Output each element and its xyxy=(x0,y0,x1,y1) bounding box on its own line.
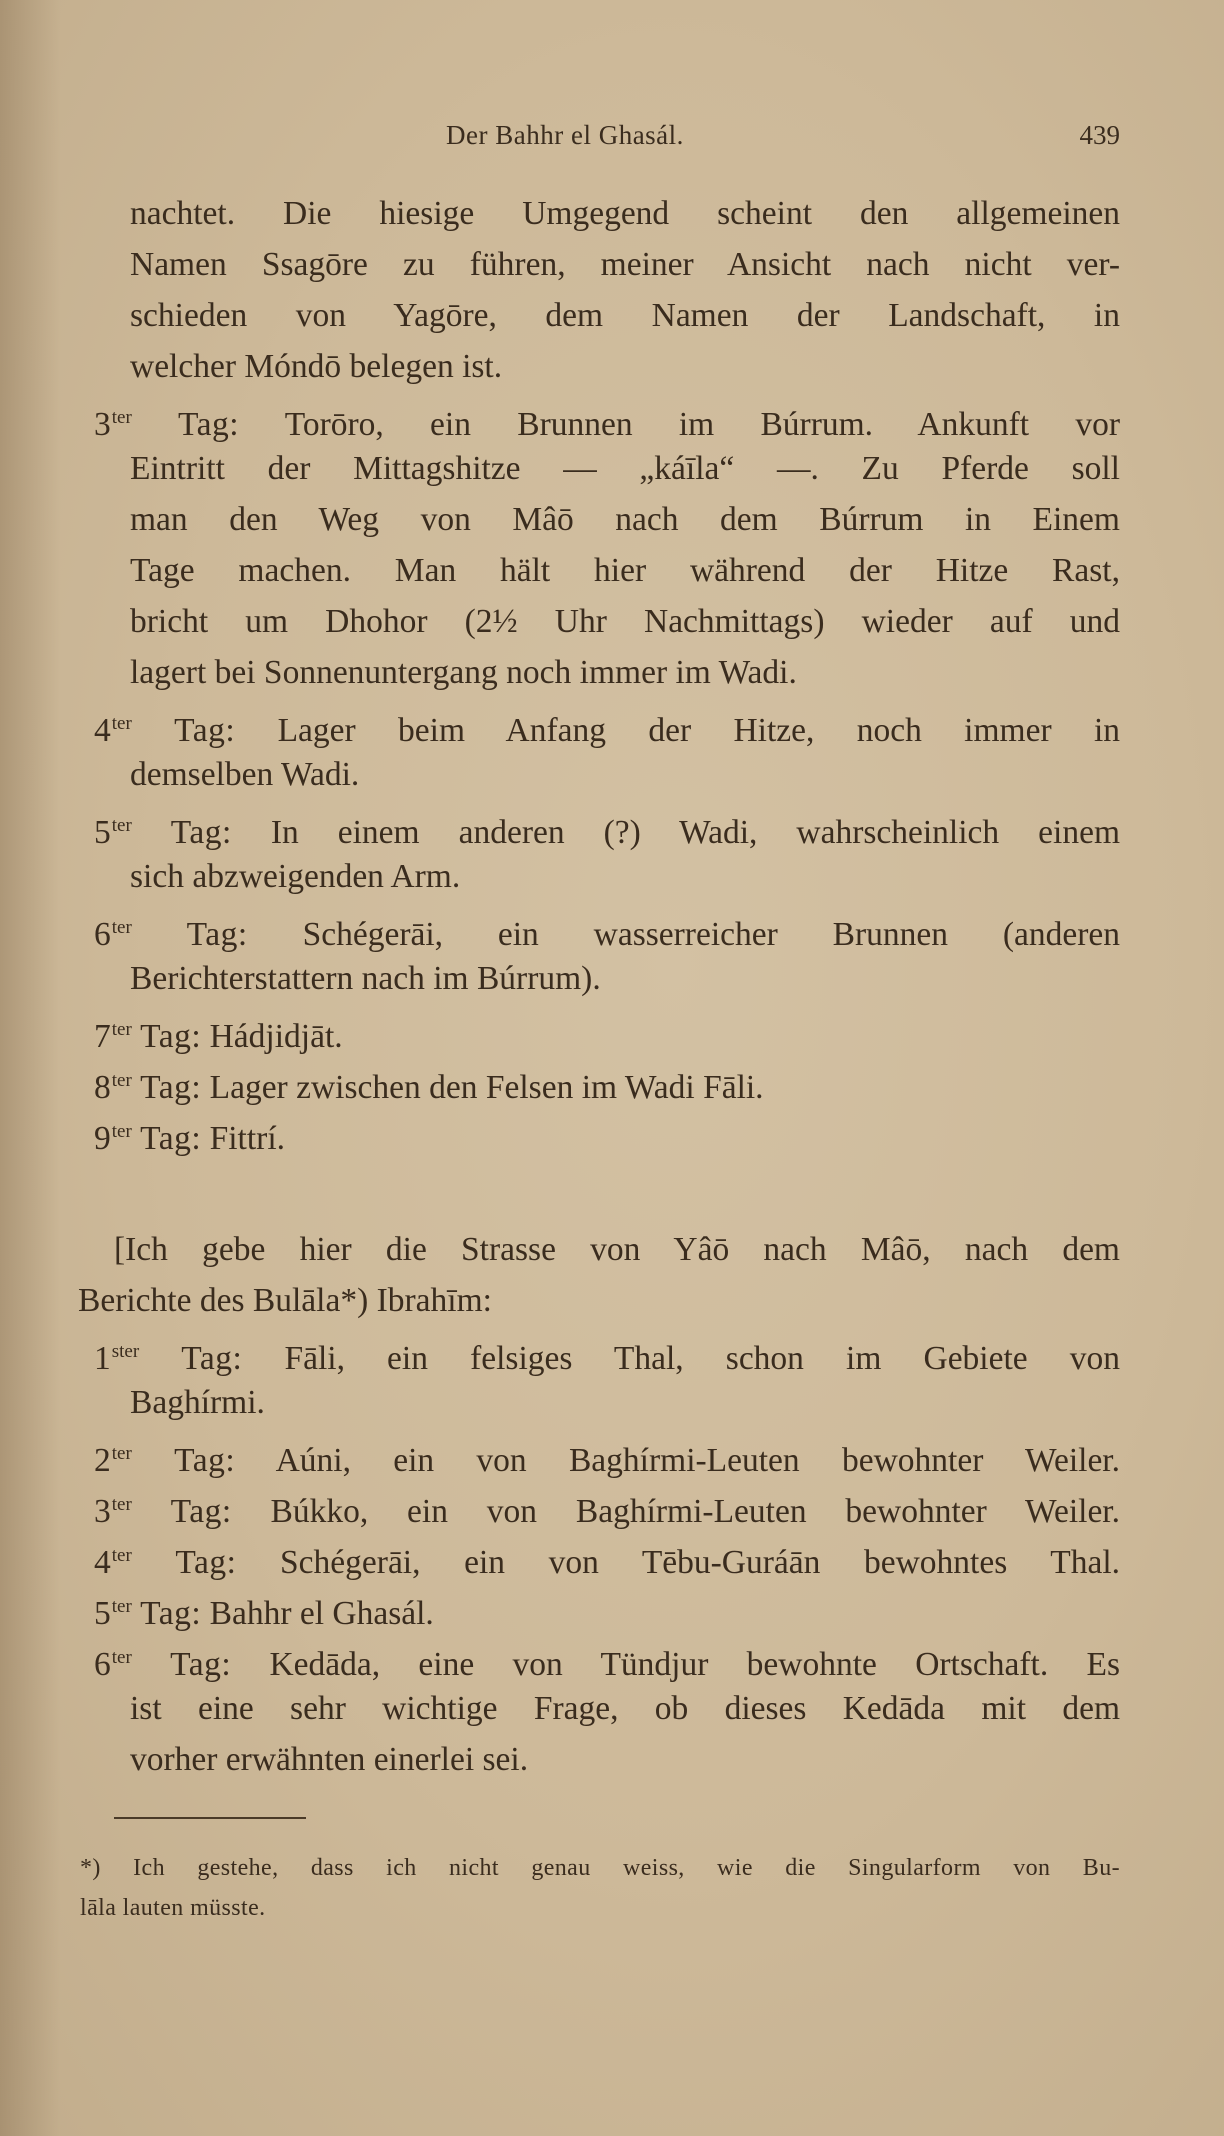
line-text: Schégerāi, ein wasserreicher Brunnen (anderen xyxy=(302,916,1121,953)
line-text: Berichte des Bulāla*) Ibrahīm: xyxy=(78,1282,492,1319)
text-line xyxy=(130,1734,1120,1786)
day-ordinal: 6 xyxy=(94,1646,111,1683)
day-entry-line xyxy=(94,1326,1120,1378)
ordinal-suffix: ter xyxy=(111,1443,132,1464)
ordinal-suffix: ter xyxy=(111,917,132,938)
text-line xyxy=(130,647,1120,699)
day-label: Tag: xyxy=(140,1018,202,1055)
line-text: Hádjidjāt. xyxy=(209,1018,343,1055)
line-text: Schégerāi, ein von Tēbu-Guráān bewohntes Thal. xyxy=(280,1544,1121,1581)
line-text: bricht um Dhohor (2½ Uhr Nachmittags) wieder auf und xyxy=(130,603,1120,640)
day-ordinal: 7 xyxy=(94,1018,111,1055)
ordinal-suffix: ter xyxy=(111,1596,132,1617)
day-ordinal: 4 xyxy=(94,1544,111,1581)
ordinal-suffix: ter xyxy=(111,815,132,836)
day-ordinal: 1 xyxy=(94,1340,111,1377)
footnote-rule xyxy=(114,1817,306,1819)
day-entry-line xyxy=(94,1428,1120,1480)
line-text: [Ich gebe hier die Strasse von Yâō nach Mâō, nach dem xyxy=(114,1231,1120,1268)
page-header xyxy=(446,120,1120,160)
running-title: Der Bahhr el Ghasál. xyxy=(446,120,684,150)
line-text: ist eine sehr wichtige Frage, ob dieses Kedāda mit dem xyxy=(130,1690,1120,1727)
day-label: Tag: xyxy=(175,1544,237,1581)
ordinal-suffix: ter xyxy=(111,713,132,734)
text-line xyxy=(130,851,1120,903)
text-line xyxy=(114,1224,1120,1276)
line-text: sich abzweigenden Arm. xyxy=(130,858,461,895)
line-text: Búkko, ein von Baghírmi-Leuten bewohnter Weiler. xyxy=(270,1493,1120,1530)
text-line xyxy=(130,494,1120,546)
ordinal-suffix: ter xyxy=(111,1545,132,1566)
line-text: Eintritt der Mittagshitze — „káīla“ —. Zu Pferde soll xyxy=(130,450,1120,487)
line-text: welcher Móndō belegen ist. xyxy=(130,348,503,385)
day-label: Tag: xyxy=(140,1069,202,1106)
day-ordinal: 8 xyxy=(94,1069,111,1106)
footnote-line: lāla lauten müsste. xyxy=(80,1895,266,1921)
line-text: Torōro, ein Brunnen im Búrrum. Ankunft vor xyxy=(284,406,1120,443)
line-text: Lager zwischen den Felsen im Wadi Fāli. xyxy=(209,1069,764,1106)
day-ordinal: 4 xyxy=(94,712,111,749)
day-label: Tag: xyxy=(170,1493,232,1530)
line-text: Berichterstattern nach im Búrrum). xyxy=(130,960,601,997)
ordinal-suffix: ter xyxy=(111,407,132,428)
text-line xyxy=(130,749,1120,801)
day-ordinal: 3 xyxy=(94,1493,111,1530)
day-label: Tag: xyxy=(140,1120,202,1157)
ordinal-suffix: ter xyxy=(111,1121,132,1142)
line-text: schieden von Yagōre, dem Namen der Landschaft, in xyxy=(130,297,1120,334)
day-entry-line xyxy=(94,902,1120,954)
day-label: Tag: xyxy=(181,1340,243,1377)
day-label: Tag: xyxy=(170,814,232,851)
spine-shadow xyxy=(0,0,60,2136)
line-text: In einem anderen (?) Wadi, wahrscheinlich einem xyxy=(270,814,1121,851)
day-ordinal: 3 xyxy=(94,406,111,443)
line-text: Fāli, ein felsiges Thal, schon im Gebiete von xyxy=(284,1340,1121,1377)
day-label: Tag: xyxy=(140,1595,202,1632)
day-entry-line xyxy=(94,1055,1120,1107)
day-ordinal: 5 xyxy=(94,814,111,851)
day-label: Tag: xyxy=(170,1646,232,1683)
day-entry-line xyxy=(94,800,1120,852)
line-text: man den Weg von Mâō nach dem Búrrum in Einem xyxy=(130,501,1120,538)
text-line xyxy=(130,596,1120,648)
ordinal-suffix: ter xyxy=(111,1019,132,1040)
text-line xyxy=(130,188,1120,240)
text-line xyxy=(130,443,1120,495)
day-ordinal: 9 xyxy=(94,1120,111,1157)
text-line xyxy=(130,1377,1120,1429)
line-text: Lager beim Anfang der Hitze, noch immer in xyxy=(277,712,1121,749)
line-text: lagert bei Sonnenuntergang noch immer im Wadi. xyxy=(130,654,797,691)
text-line xyxy=(130,239,1120,291)
day-label: Tag: xyxy=(186,916,248,953)
ordinal-suffix: ter xyxy=(111,1070,132,1091)
day-entry-line xyxy=(94,698,1120,750)
ordinal-suffix: ter xyxy=(111,1647,132,1668)
day-ordinal: 6 xyxy=(94,916,111,953)
page-number: 439 xyxy=(1079,120,1120,150)
day-ordinal: 2 xyxy=(94,1442,111,1479)
line-text: nachtet. Die hiesige Umgegend scheint den allgemeinen xyxy=(130,195,1120,232)
text-line xyxy=(130,290,1120,342)
day-entry-line xyxy=(94,1530,1120,1582)
text-line xyxy=(130,1683,1120,1735)
day-entry-line xyxy=(94,1004,1120,1056)
text-line xyxy=(130,341,1120,393)
line-text: Aúni, ein von Baghírmi-Leuten bewohnter Weiler. xyxy=(275,1442,1120,1479)
day-entry-line xyxy=(94,1479,1120,1531)
line-text: Fittrí. xyxy=(209,1120,286,1157)
ordinal-suffix: ster xyxy=(111,1341,140,1362)
line-text: Namen Ssagōre zu führen, meiner Ansicht nach nicht ver- xyxy=(130,246,1120,283)
day-entry-line xyxy=(94,1106,1120,1158)
text-line xyxy=(78,1275,1120,1327)
line-text: demselben Wadi. xyxy=(130,756,360,793)
day-entry-line xyxy=(94,392,1120,444)
ordinal-suffix: ter xyxy=(111,1494,132,1515)
day-entry-line xyxy=(94,1581,1120,1633)
line-text: vorher erwähnten einerlei sei. xyxy=(130,1741,529,1778)
day-entry-line xyxy=(94,1632,1120,1684)
line-text: Tage machen. Man hält hier während der Hitze Rast, xyxy=(130,552,1120,589)
day-ordinal: 5 xyxy=(94,1595,111,1632)
day-label: Tag: xyxy=(178,406,240,443)
footnote-line: *) Ich gestehe, dass ich nicht genau weiss, wie die Singularform von Bu- xyxy=(80,1855,1120,1881)
text-line xyxy=(130,953,1120,1005)
text-line xyxy=(130,545,1120,597)
day-label: Tag: xyxy=(174,712,236,749)
line-text: Baghírmi. xyxy=(130,1384,265,1421)
day-label: Tag: xyxy=(174,1442,236,1479)
line-text: Kedāda, eine von Tündjur bewohnte Ortschaft. Es xyxy=(269,1646,1121,1683)
line-text: Bahhr el Ghasál. xyxy=(209,1595,434,1632)
